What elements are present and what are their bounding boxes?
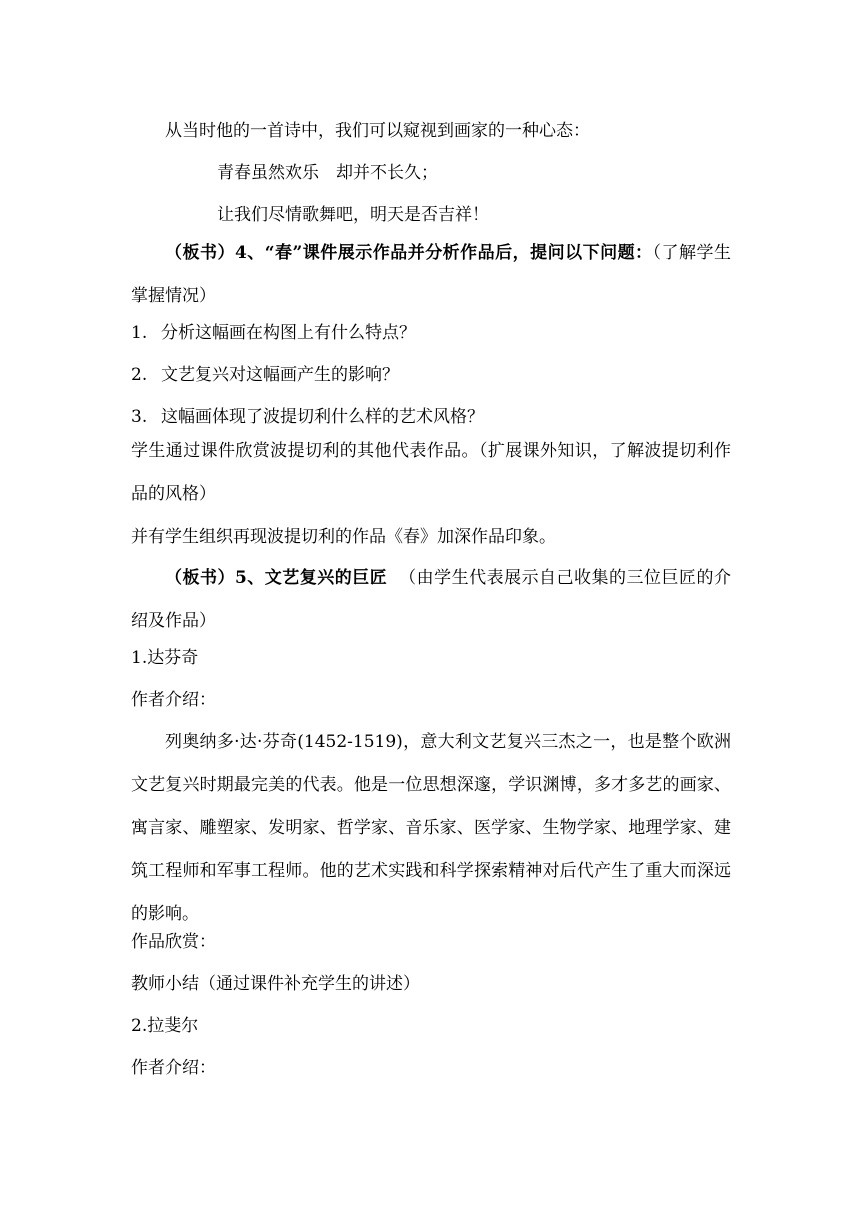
intro-paragraph: 从当时他的一首诗中，我们可以窥视到画家的一种心态：: [165, 121, 590, 141]
section5-paragraph: [131, 557, 731, 643]
question-item: [131, 321, 416, 345]
author-intro-label-2: 作者介绍：: [131, 1058, 216, 1078]
question-item: [131, 405, 484, 429]
reenact-paragraph: 并有学生组织再现波提切利的作品《春》加深作品印象。: [131, 527, 556, 547]
section4-paragraph: [131, 232, 731, 318]
question-text: 分析这幅画在构图上有什么特点？: [161, 323, 416, 343]
section5-heading: （板书）5、文艺复兴的巨匠: [165, 568, 388, 588]
artist1-title: 1.达芬奇: [131, 648, 199, 668]
section5-note: （由学生代表展示自己收集的三位巨匠的介绍及作品）: [131, 568, 732, 631]
artist2-title: 2.拉斐尔: [131, 1016, 199, 1036]
teacher-summary: 教师小结（通过课件补充学生的讲述）: [131, 974, 420, 994]
question-number: 3.: [131, 407, 148, 427]
section4-heading: （板书）4、“春”课件展示作品并分析作品后，提问以下问题：: [165, 243, 653, 263]
works-label: 作品欣赏：: [131, 932, 216, 952]
question-number: 2.: [131, 365, 148, 385]
artist1-bio: 列奥纳多·达·芬奇(1452-1519)，意大利文艺复兴三杰之一，也是整个欧洲文艺复兴时期最完美的代表。他是一位思想深邃，学识渊博，多才多艺的画家、寓言家、雕塑家、发明家、哲学家、音乐家、医学家、生物学家、地理学家、建筑工程师和军事工程师。他的艺术实践和科学探索精神对后代产生了重大而深远的影响。: [131, 732, 731, 924]
section4-note: （了解学生掌握情况）: [131, 243, 731, 306]
poem-line-1: 青春虽然欢乐 却并不长久；: [217, 163, 438, 183]
question-number: 1.: [131, 323, 148, 343]
question-text: 文艺复兴对这幅画产生的影响？: [161, 365, 399, 385]
student-view-paragraph: 学生通过课件欣赏波提切利的其他代表作品。（扩展课外知识，了解波提切利作品的风格）: [131, 441, 731, 504]
question-text: 这幅画体现了波提切利什么样的艺术风格？: [161, 407, 484, 427]
author-intro-label: 作者介绍：: [131, 690, 216, 710]
question-item: [131, 363, 399, 387]
poem-line-2: 让我们尽情歌舞吧，明天是否吉祥！: [217, 205, 489, 225]
